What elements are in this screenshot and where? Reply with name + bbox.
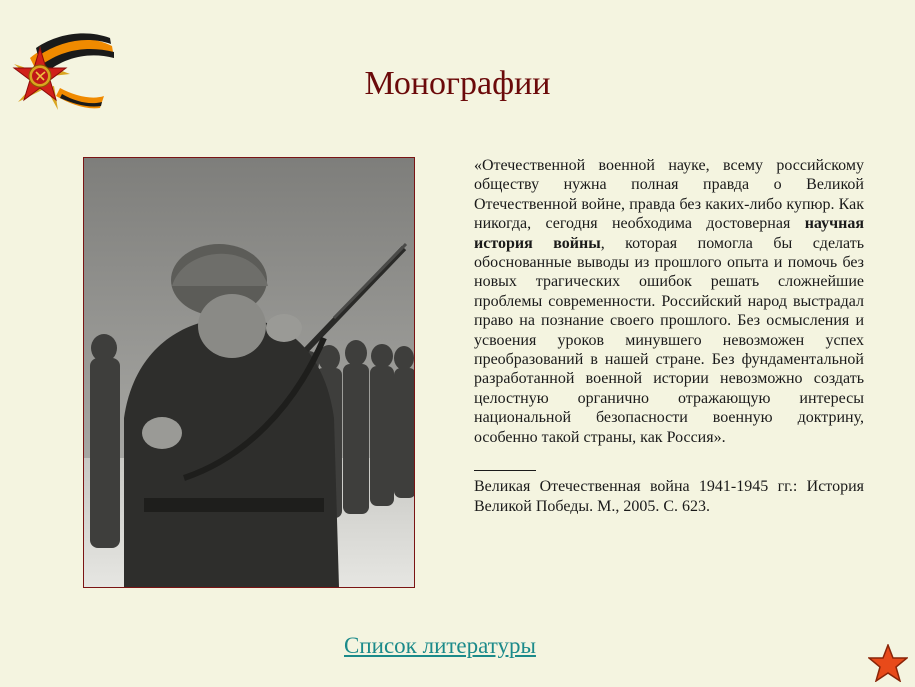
quote-text: [474, 156, 864, 447]
citation: Великая Отечественная война 1941-1945 гг.: История Великой Победы. М., 2005. С. 623.: [474, 478, 864, 515]
literature-list-link[interactable]: Список литературы: [344, 633, 536, 658]
quote-emphasis: научная история войны: [474, 215, 864, 252]
quote-block: [474, 156, 864, 516]
quote-part-1: «Отечественной военной науке, всему российскому обществу нужна полная правда о Великой Отечественной войне, правда без каких-либо купюр. Как никогда, сегодня необходима достоверная: [474, 157, 864, 233]
star-icon[interactable]: [868, 644, 908, 682]
footnote-divider: [474, 470, 536, 471]
quote-part-2: , которая помогла бы сделать обоснованные выводы из прошлого опыта и помочь без новых трагических ошибок решать сложнейшие проблемы современности. Российский народ выстрадал право на познание своего прошлого. Без осмысления и усвоения уроков минувшего невозможен успех преобразований в нашей стране. Без фундаментальной разработанной военной истории невозможно создать целостную органично отражающую интересы национальной безопасности военную доктрину, особенно такой страны, как Россия».: [474, 234, 865, 446]
soldier-kissing-rifle-photo: [83, 157, 415, 588]
page-title: Монографии: [364, 65, 551, 102]
